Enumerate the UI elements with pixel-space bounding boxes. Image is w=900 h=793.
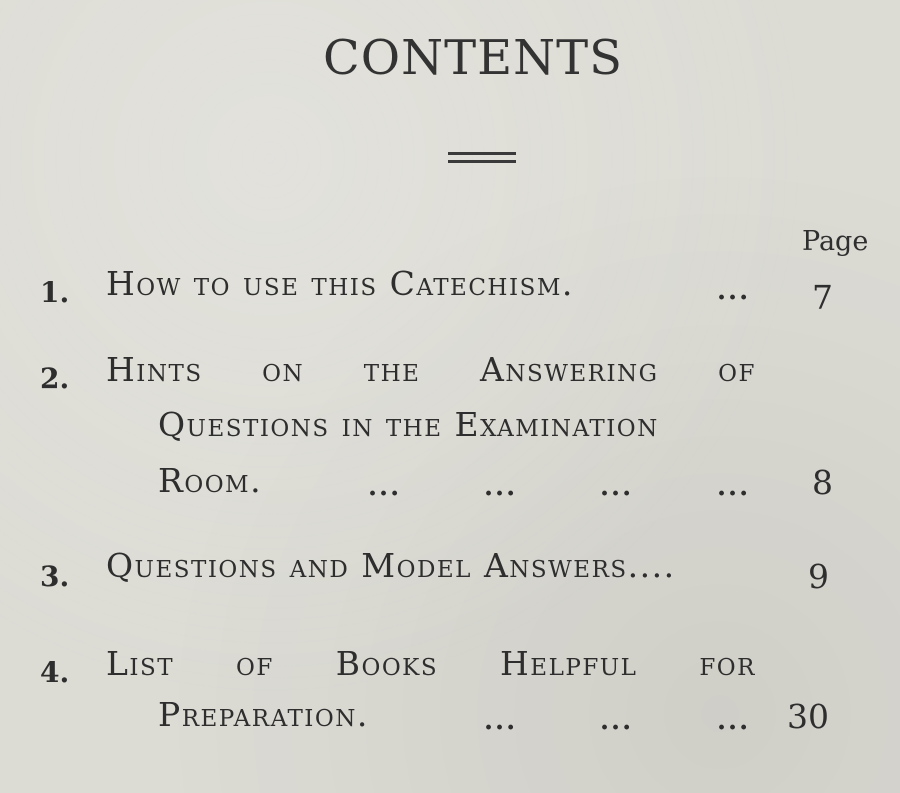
page-column-heading: Page [802, 226, 869, 257]
entry-4-word: List [106, 644, 175, 683]
entry-2-page: 8 [812, 463, 833, 502]
entry-4-leader-dots: ... [717, 706, 751, 736]
entry-4-leader-dots: ... [484, 706, 518, 736]
entry-3-title: Questions and Model Answers.... [106, 546, 676, 585]
entry-1-number: 1. [40, 276, 70, 309]
entry-4-word: for [699, 644, 756, 683]
entry-2-leader-dots: ... [717, 472, 751, 502]
entry-2-leader-dots: ... [600, 472, 634, 502]
entry-2-leader-dots: ... [368, 472, 402, 502]
entry-4-number: 4. [40, 656, 70, 689]
entry-2-word: of [718, 350, 756, 389]
entry-2-title-line-3: Room. [158, 461, 263, 500]
entry-4-title-line-1 [106, 644, 756, 683]
entry-2-word: Answering [480, 350, 659, 389]
title-divider-top [448, 152, 516, 155]
entry-4-word: Books [335, 644, 439, 683]
entry-2-number: 2. [40, 362, 70, 395]
entry-3-number: 3. [40, 560, 70, 593]
entry-4-page: 30 [787, 697, 829, 736]
entry-2-title-line-1 [106, 350, 756, 389]
entry-4-word: of [236, 644, 274, 683]
entry-2-word: the [363, 350, 421, 389]
entry-2-title-line-2: Questions in the Examination [158, 405, 659, 444]
entry-4-title-line-2: Preparation. [158, 695, 369, 734]
entry-4-word: Helpful [500, 644, 638, 683]
entry-3-page: 9 [808, 557, 829, 596]
entry-1-leader-dots: ... [717, 276, 751, 306]
entry-2-word: on [262, 350, 305, 389]
page-title: CONTENTS [322, 30, 624, 86]
entry-1-title: How to use this Catechism. [106, 264, 574, 303]
entry-2-leader-dots: ... [484, 472, 518, 502]
entry-2-word: Hints [106, 350, 203, 389]
entry-1-page: 7 [812, 278, 833, 317]
entry-4-leader-dots: ... [600, 706, 634, 736]
title-divider-bottom [448, 160, 516, 163]
